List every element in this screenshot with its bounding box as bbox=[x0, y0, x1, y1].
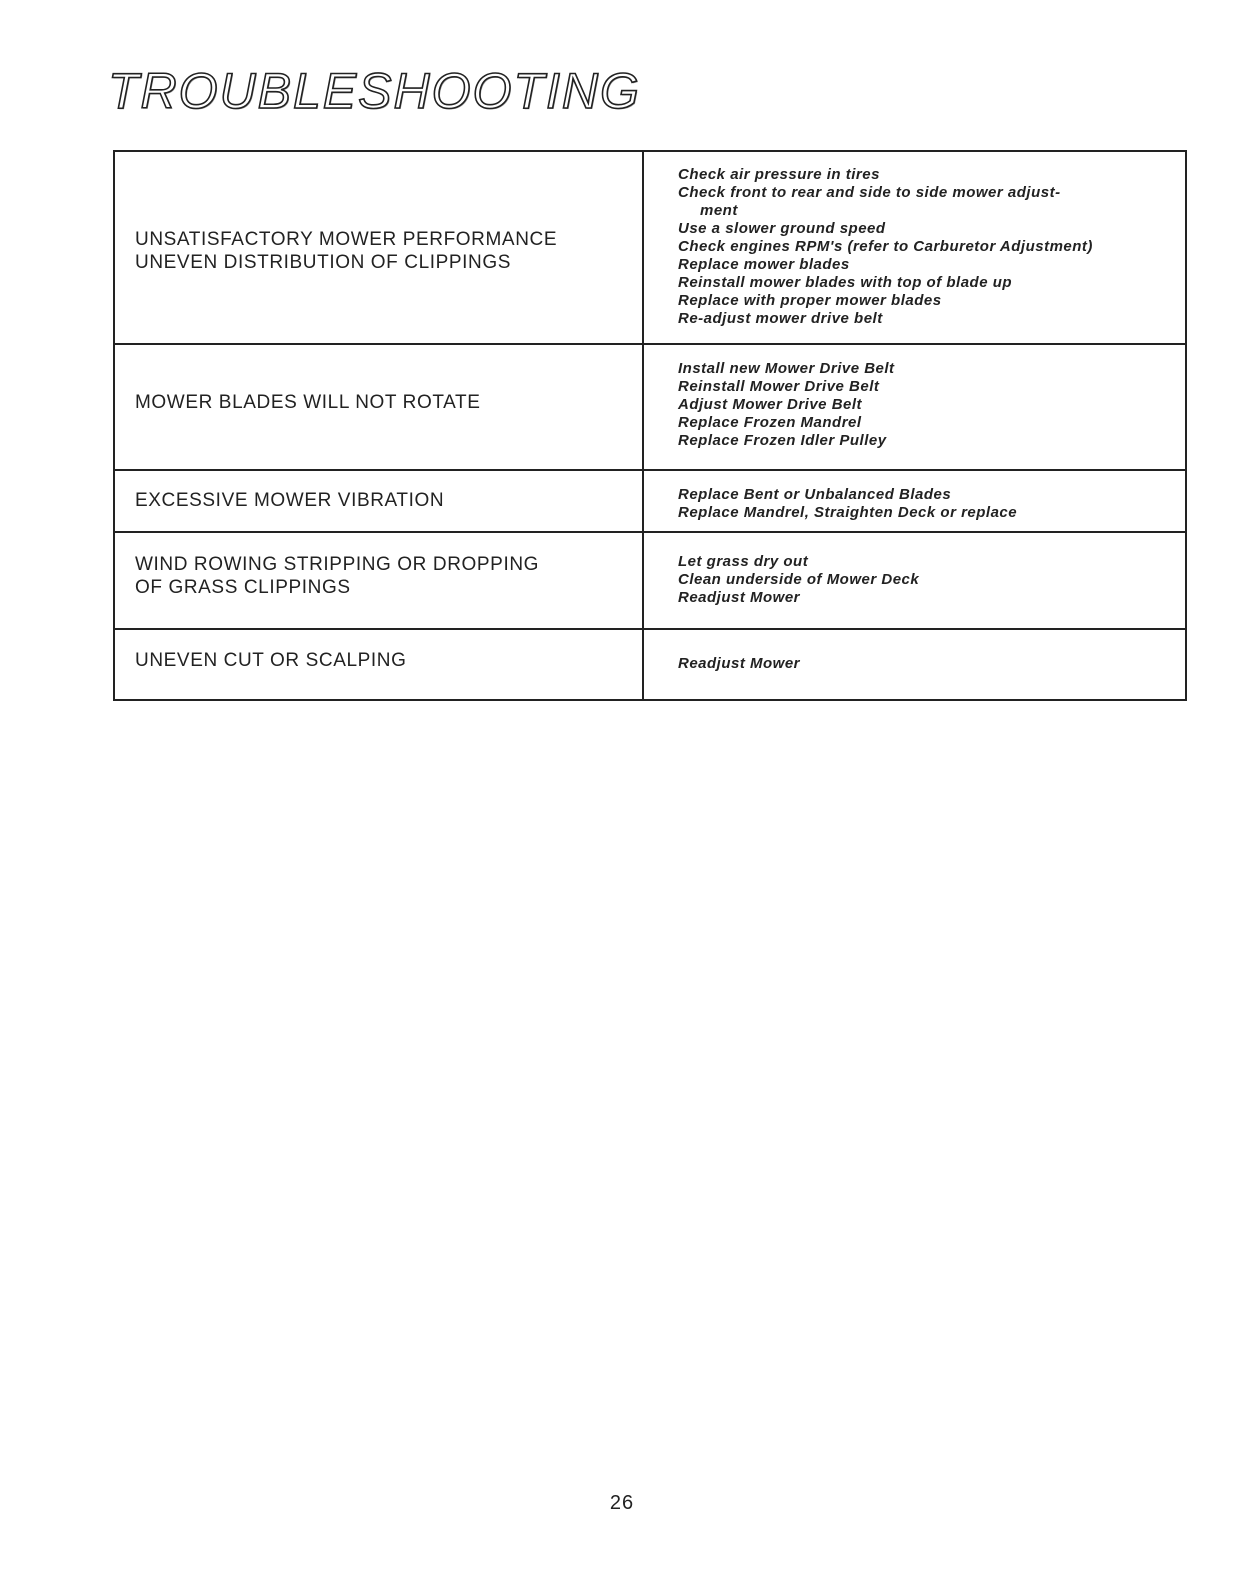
remedy-text: Use a slower ground speed bbox=[678, 220, 886, 237]
problem-text: WIND ROWING STRIPPING OR DROPPING bbox=[135, 554, 540, 575]
remedy-text: Let grass dry out bbox=[678, 553, 809, 570]
troubleshooting-table bbox=[113, 150, 1187, 701]
remedy-text: Reinstall mower blades with top of blade up bbox=[678, 274, 1013, 291]
table-row bbox=[115, 345, 1185, 471]
remedy-text: Check air pressure in tires bbox=[678, 166, 880, 183]
remedy-text: Replace mower blades bbox=[678, 256, 850, 273]
problem-cell bbox=[115, 630, 644, 699]
remedy-text: Reinstall Mower Drive Belt bbox=[678, 378, 880, 395]
remedy-text: ment bbox=[700, 202, 738, 219]
remedy-text: Install new Mower Drive Belt bbox=[678, 360, 895, 377]
remedy-text: Check engines RPM's (refer to Carburetor Adjustment) bbox=[678, 238, 1093, 255]
table-row bbox=[115, 152, 1185, 345]
page-number: 26 bbox=[609, 1492, 635, 1514]
remedy-text: Replace Bent or Unbalanced Blades bbox=[678, 486, 952, 503]
remedy-text: Re-adjust mower drive belt bbox=[678, 310, 883, 327]
remedy-text: Readjust Mower bbox=[678, 655, 801, 672]
remedy-cell bbox=[644, 471, 1185, 531]
remedy-cell bbox=[644, 630, 1185, 699]
remedy-text: Adjust Mower Drive Belt bbox=[678, 396, 863, 413]
problem-text: EXCESSIVE MOWER VIBRATION bbox=[135, 490, 445, 511]
table-row bbox=[115, 630, 1185, 699]
problem-text: UNEVEN CUT OR SCALPING bbox=[135, 650, 407, 671]
problem-cell bbox=[115, 345, 644, 469]
remedy-text: Replace Mandrel, Straighten Deck or replace bbox=[678, 504, 1018, 521]
remedy-text: Replace Frozen Mandrel bbox=[678, 414, 862, 431]
remedy-text: Clean underside of Mower Deck bbox=[678, 571, 920, 588]
problem-text: MOWER BLADES WILL NOT ROTATE bbox=[135, 392, 481, 413]
problem-text: UNSATISFACTORY MOWER PERFORMANCE bbox=[135, 229, 558, 250]
problem-text: UNEVEN DISTRIBUTION OF CLIPPINGS bbox=[135, 252, 512, 273]
problem-cell bbox=[115, 152, 644, 343]
problem-text: OF GRASS CLIPPINGS bbox=[135, 577, 351, 598]
remedy-text: Readjust Mower bbox=[678, 589, 801, 606]
problem-cell bbox=[115, 471, 644, 531]
problem-cell bbox=[115, 533, 644, 628]
page-title: TROUBLESHOOTING bbox=[108, 63, 641, 119]
remedy-text: Replace with proper mower blades bbox=[678, 292, 942, 309]
table-row bbox=[115, 533, 1185, 630]
remedy-text: Replace Frozen Idler Pulley bbox=[678, 432, 887, 449]
remedy-text: Check front to rear and side to side mower adjust- bbox=[678, 184, 1061, 201]
remedy-cell bbox=[644, 533, 1185, 628]
table-row bbox=[115, 471, 1185, 533]
remedy-cell bbox=[644, 345, 1185, 469]
remedy-cell bbox=[644, 152, 1185, 343]
